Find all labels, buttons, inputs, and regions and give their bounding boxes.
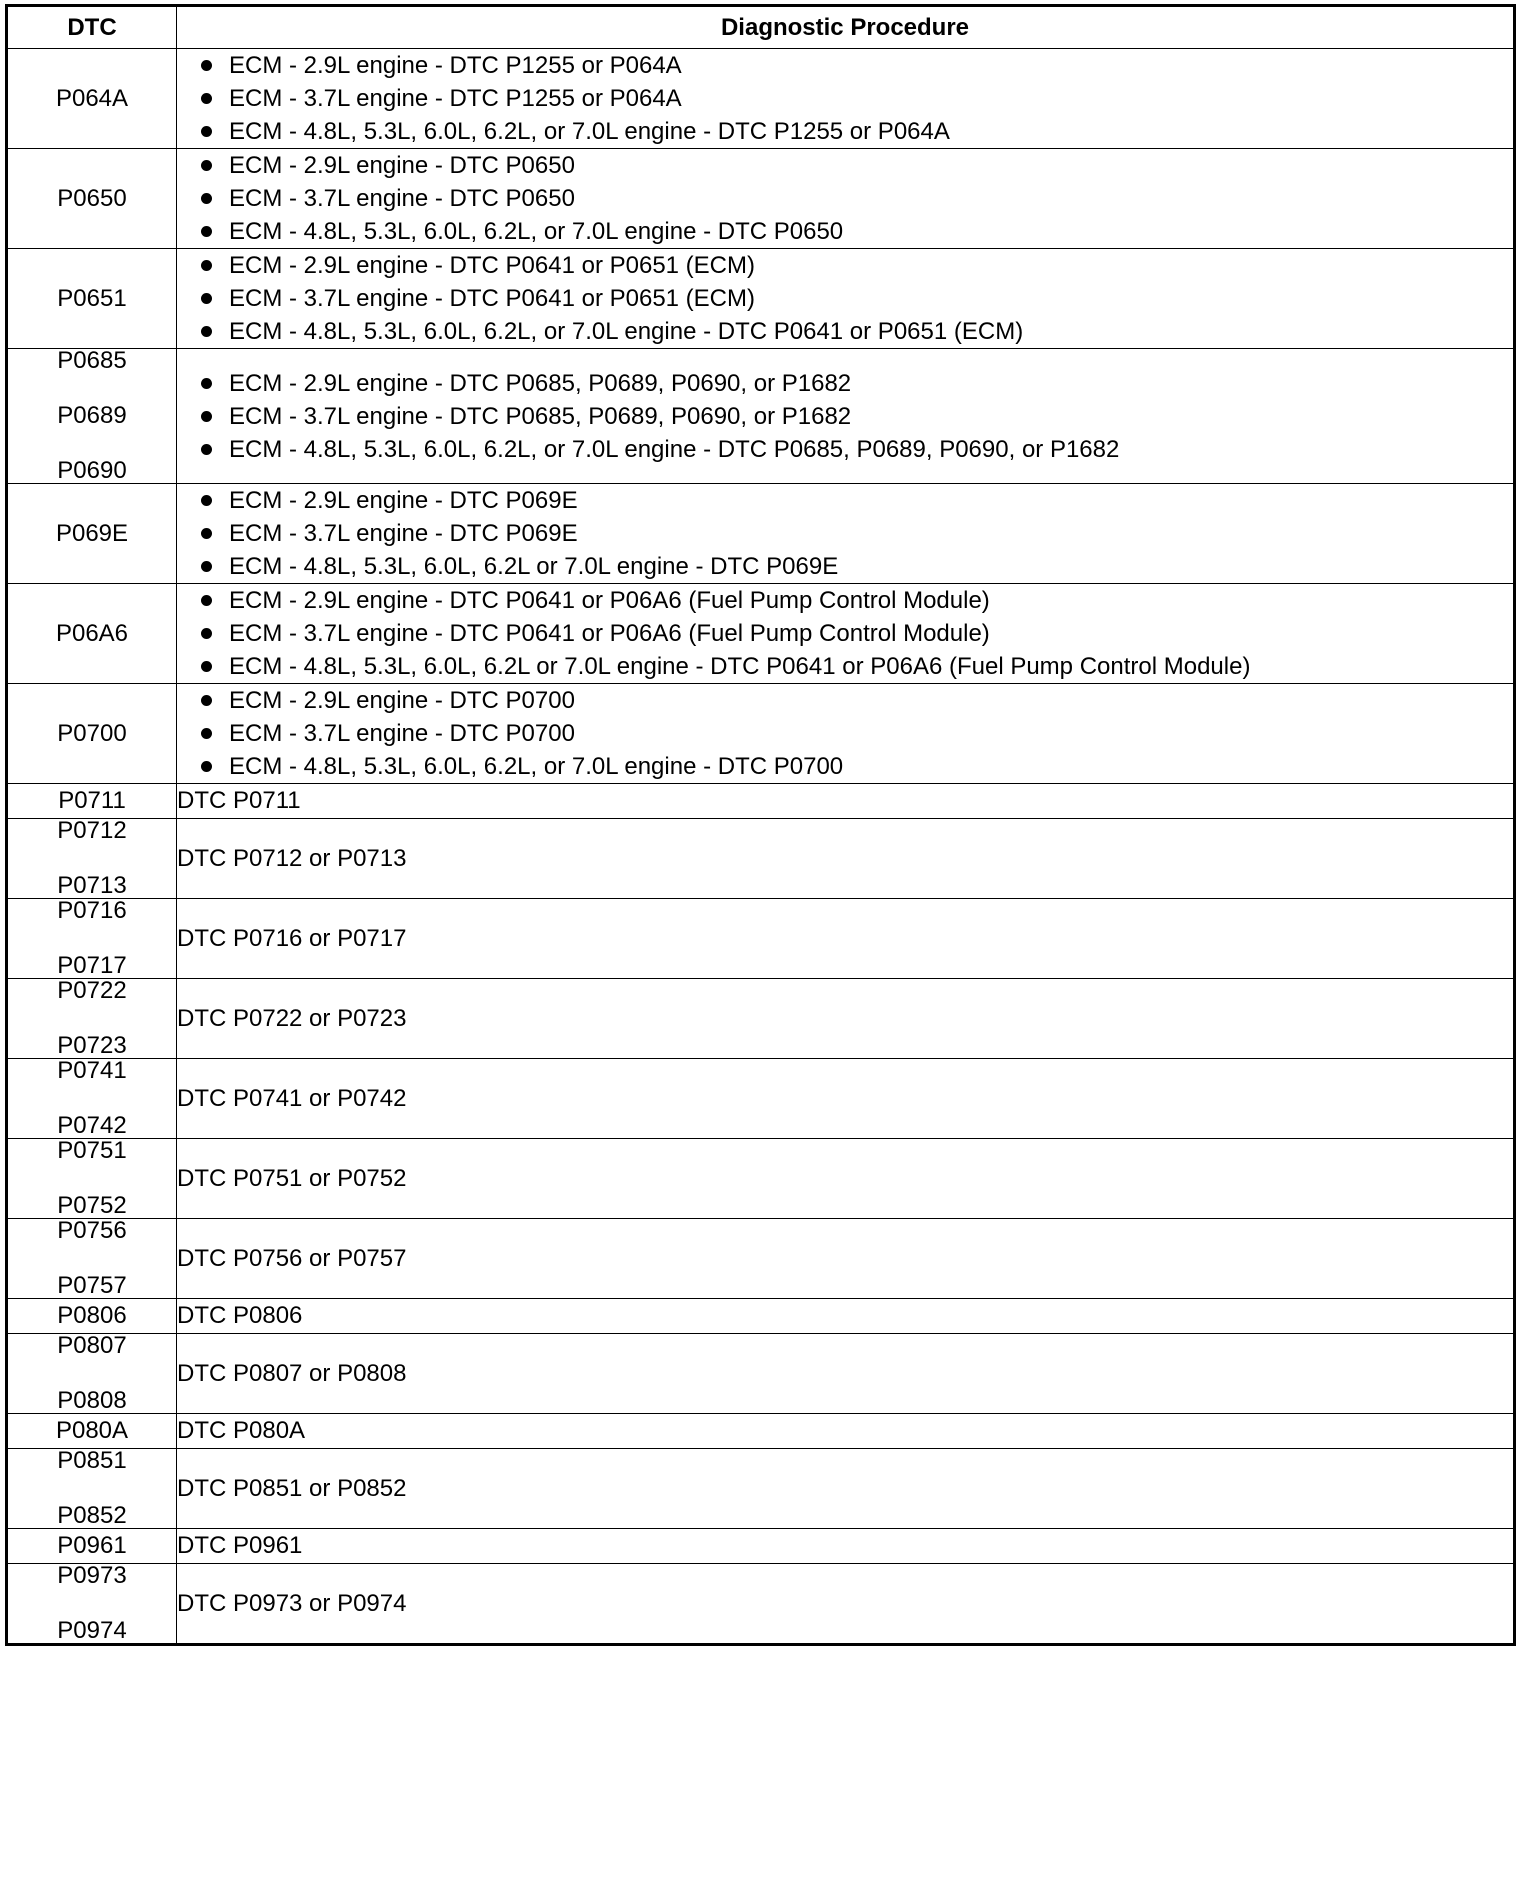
header-row <box>7 6 1515 49</box>
dtc-code: P0751 <box>57 1137 127 1164</box>
header-dtc: DTC <box>7 6 177 49</box>
dtc-code-cell <box>7 784 177 819</box>
procedure-cell <box>177 684 1515 784</box>
procedure-bullet-list <box>177 249 1513 348</box>
procedure-link[interactable]: DTC P0711 <box>177 787 301 814</box>
table-row <box>7 684 1515 784</box>
procedure-cell <box>177 1529 1515 1564</box>
procedure-link[interactable]: ECM - 3.7L engine - DTC P0641 or P06A6 (Fuel Pump Control Module) <box>201 617 1513 650</box>
dtc-code: P0742 <box>57 1112 127 1139</box>
dtc-code: P0723 <box>57 1032 127 1059</box>
procedure-link[interactable]: DTC P0961 <box>177 1532 303 1559</box>
procedure-cell <box>177 1059 1515 1139</box>
procedure-link[interactable]: ECM - 3.7L engine - DTC P0700 <box>201 717 1513 750</box>
table-row <box>7 1564 1515 1645</box>
procedure-link[interactable]: DTC P0751 or P0752 <box>177 1164 407 1192</box>
dtc-code: P0717 <box>57 952 127 979</box>
procedure-link[interactable]: ECM - 3.7L engine - DTC P0650 <box>201 182 1513 215</box>
dtc-code: P0756 <box>57 1217 127 1244</box>
procedure-cell <box>177 899 1515 979</box>
procedure-cell <box>177 249 1515 349</box>
dtc-code: P0650 <box>57 184 127 212</box>
table-header <box>7 6 1515 49</box>
procedure-link[interactable]: ECM - 4.8L, 5.3L, 6.0L, 6.2L, or 7.0L engine - DTC P1255 or P064A <box>201 115 1513 148</box>
table-row <box>7 49 1515 149</box>
table-row <box>7 249 1515 349</box>
procedure-link[interactable]: DTC P080A <box>177 1417 306 1444</box>
procedure-link[interactable]: DTC P0973 or P0974 <box>177 1589 407 1617</box>
procedure-link[interactable]: DTC P0722 or P0723 <box>177 1004 407 1032</box>
procedure-cell <box>177 349 1515 484</box>
dtc-code-cell <box>7 1449 177 1529</box>
dtc-code-cell <box>7 484 177 584</box>
table-row <box>7 819 1515 899</box>
dtc-code: P0651 <box>57 284 127 312</box>
table-row <box>7 1299 1515 1334</box>
dtc-code: P0752 <box>57 1192 127 1219</box>
dtc-code: P080A <box>55 1417 129 1444</box>
dtc-code: P069E <box>55 519 129 547</box>
procedure-link[interactable]: ECM - 4.8L, 5.3L, 6.0L, 6.2L, or 7.0L engine - DTC P0685, P0689, P0690, or P1682 <box>201 433 1513 466</box>
procedure-cell <box>177 1334 1515 1414</box>
dtc-code: P0689 <box>57 402 127 429</box>
table-body <box>7 49 1515 1645</box>
procedure-link[interactable]: ECM - 4.8L, 5.3L, 6.0L, 6.2L or 7.0L engine - DTC P0641 or P06A6 (Fuel Pump Control Module) <box>201 650 1513 683</box>
dtc-code-cell <box>7 979 177 1059</box>
procedure-link[interactable]: DTC P0807 or P0808 <box>177 1359 407 1387</box>
dtc-code-cell <box>7 684 177 784</box>
procedure-link[interactable]: ECM - 2.9L engine - DTC P0650 <box>201 149 1513 182</box>
dtc-code: P0690 <box>57 457 127 484</box>
dtc-code: P0808 <box>57 1387 127 1414</box>
table-row <box>7 349 1515 484</box>
procedure-link[interactable]: ECM - 3.7L engine - DTC P0685, P0689, P0690, or P1682 <box>201 400 1513 433</box>
dtc-code-cell <box>7 1059 177 1139</box>
procedure-link[interactable]: ECM - 4.8L, 5.3L, 6.0L, 6.2L or 7.0L engine - DTC P069E <box>201 550 1513 583</box>
procedure-cell <box>177 584 1515 684</box>
procedure-cell <box>177 49 1515 149</box>
table-row <box>7 1414 1515 1449</box>
dtc-code-cell <box>7 1334 177 1414</box>
dtc-code: P0973 <box>57 1562 127 1589</box>
table-row <box>7 1219 1515 1299</box>
procedure-link[interactable]: DTC P0851 or P0852 <box>177 1474 407 1502</box>
procedure-link[interactable]: ECM - 2.9L engine - DTC P1255 or P064A <box>201 49 1513 82</box>
table-row <box>7 1139 1515 1219</box>
procedure-link[interactable]: ECM - 2.9L engine - DTC P0685, P0689, P0690, or P1682 <box>201 367 1513 400</box>
table-row <box>7 1449 1515 1529</box>
procedure-cell <box>177 1564 1515 1645</box>
dtc-code: P0685 <box>57 347 127 374</box>
table-row <box>7 1529 1515 1564</box>
table-row <box>7 149 1515 249</box>
procedure-cell <box>177 1219 1515 1299</box>
procedure-bullet-list <box>177 367 1513 466</box>
table-row <box>7 584 1515 684</box>
dtc-code-cell <box>7 1299 177 1334</box>
procedure-link[interactable]: ECM - 3.7L engine - DTC P1255 or P064A <box>201 82 1513 115</box>
dtc-code-cell <box>7 1219 177 1299</box>
procedure-link[interactable]: ECM - 3.7L engine - DTC P0641 or P0651 (ECM) <box>201 282 1513 315</box>
dtc-code-cell <box>7 1414 177 1449</box>
table-row <box>7 899 1515 979</box>
dtc-code-cell <box>7 1139 177 1219</box>
procedure-cell <box>177 1449 1515 1529</box>
header-diagnostic-procedure: Diagnostic Procedure <box>177 6 1515 49</box>
procedure-bullet-list <box>177 584 1513 683</box>
procedure-link[interactable]: ECM - 4.8L, 5.3L, 6.0L, 6.2L, or 7.0L engine - DTC P0650 <box>201 215 1513 248</box>
dtc-code-cell <box>7 149 177 249</box>
dtc-code-cell <box>7 249 177 349</box>
procedure-link[interactable]: DTC P0741 or P0742 <box>177 1084 407 1112</box>
dtc-code: P064A <box>55 84 129 112</box>
procedure-cell <box>177 1139 1515 1219</box>
procedure-link[interactable]: ECM - 3.7L engine - DTC P069E <box>201 517 1513 550</box>
procedure-cell <box>177 784 1515 819</box>
dtc-code: P0806 <box>57 1302 127 1329</box>
procedure-link[interactable]: DTC P0712 or P0713 <box>177 844 407 872</box>
dtc-code: P0711 <box>58 787 126 814</box>
dtc-code: P0974 <box>57 1617 127 1644</box>
procedure-bullet-list <box>177 684 1513 783</box>
dtc-code: P0716 <box>57 897 127 924</box>
procedure-bullet-list <box>177 149 1513 248</box>
dtc-code-cell <box>7 899 177 979</box>
dtc-code: P0852 <box>57 1502 127 1529</box>
table-row <box>7 784 1515 819</box>
dtc-code: P0713 <box>57 872 127 899</box>
dtc-code-cell <box>7 1564 177 1645</box>
dtc-code: P0712 <box>57 817 127 844</box>
table-row <box>7 1334 1515 1414</box>
dtc-code: P06A6 <box>55 619 129 647</box>
dtc-code: P0807 <box>57 1332 127 1359</box>
dtc-table <box>5 4 1516 1646</box>
procedure-link[interactable]: ECM - 4.8L, 5.3L, 6.0L, 6.2L, or 7.0L engine - DTC P0641 or P0651 (ECM) <box>201 315 1513 348</box>
procedure-link[interactable]: DTC P0756 or P0757 <box>177 1244 407 1272</box>
dtc-code: P0851 <box>57 1447 127 1474</box>
dtc-code-cell <box>7 584 177 684</box>
dtc-code-cell <box>7 819 177 899</box>
procedure-link[interactable]: ECM - 2.9L engine - DTC P0700 <box>201 684 1513 717</box>
procedure-link[interactable]: DTC P0806 <box>177 1302 303 1329</box>
procedure-link[interactable]: ECM - 2.9L engine - DTC P0641 or P0651 (ECM) <box>201 249 1513 282</box>
table-row <box>7 1059 1515 1139</box>
procedure-cell <box>177 819 1515 899</box>
procedure-link[interactable]: ECM - 2.9L engine - DTC P069E <box>201 484 1513 517</box>
dtc-code: P0757 <box>57 1272 127 1299</box>
table-row <box>7 979 1515 1059</box>
procedure-bullet-list <box>177 484 1513 583</box>
procedure-link[interactable]: DTC P0716 or P0717 <box>177 924 407 952</box>
procedure-cell <box>177 1299 1515 1334</box>
procedure-cell <box>177 1414 1515 1449</box>
procedure-cell <box>177 484 1515 584</box>
dtc-code: P0961 <box>57 1532 127 1559</box>
table-row <box>7 484 1515 584</box>
procedure-cell <box>177 979 1515 1059</box>
procedure-link[interactable]: ECM - 4.8L, 5.3L, 6.0L, 6.2L, or 7.0L engine - DTC P0700 <box>201 750 1513 783</box>
procedure-bullet-list <box>177 49 1513 148</box>
dtc-code-cell <box>7 1529 177 1564</box>
dtc-code-cell <box>7 349 177 484</box>
dtc-code: P0700 <box>57 719 127 747</box>
dtc-code: P0741 <box>57 1057 127 1084</box>
procedure-cell <box>177 149 1515 249</box>
dtc-code-cell <box>7 49 177 149</box>
dtc-code: P0722 <box>57 977 127 1004</box>
procedure-link[interactable]: ECM - 2.9L engine - DTC P0641 or P06A6 (Fuel Pump Control Module) <box>201 584 1513 617</box>
